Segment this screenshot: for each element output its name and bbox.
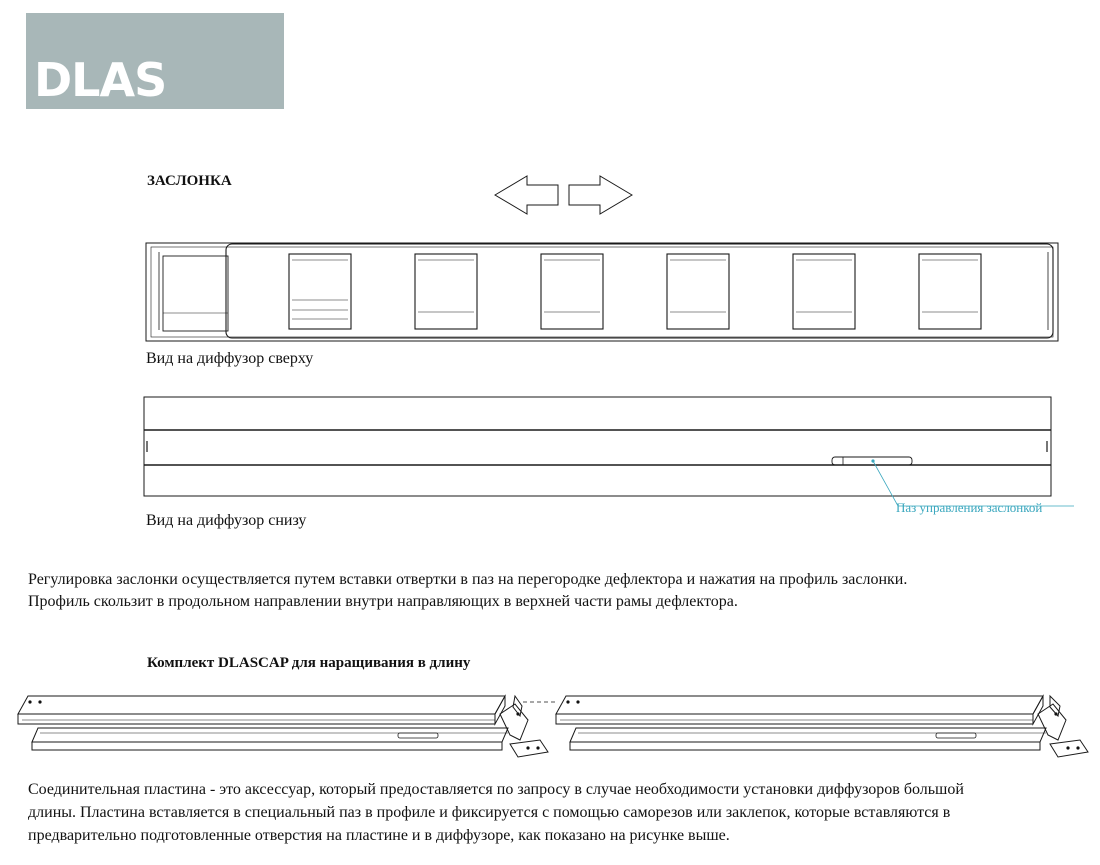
damper-window — [415, 254, 477, 329]
damper-section-title: ЗАСЛОНКА — [147, 173, 232, 189]
damper-window — [793, 254, 855, 329]
damper-control-slot-callout: Паз управления заслонкой — [896, 500, 1043, 515]
kit-section-title: Комплект DLASCAP для наращивания в длину — [147, 655, 471, 671]
damper-description-line: Регулировка заслонки осуществляется путем вставки отвертки в паз на перегородке дефлектора и нажатия на профиль заслонки. — [28, 571, 908, 588]
brand-logo-text: DLAS — [34, 53, 167, 107]
damper-description-line: Профиль скользит в продольном направлении внутри направляющих в верхней части рамы дефлектора. — [28, 593, 738, 610]
damper-window — [289, 254, 351, 329]
damper-window — [919, 254, 981, 329]
kit-description-line: Соединительная пластина - это аксессуар, который предоставляется по запросу в случае необходимости установки диффузоров большой — [28, 781, 964, 798]
diffuser-top-view — [146, 243, 1058, 341]
bottom-view-caption: Вид на диффузор снизу — [146, 512, 307, 529]
left-arrow-icon — [495, 176, 558, 214]
diffuser-bottom-view — [144, 397, 1074, 506]
top-view-caption: Вид на диффузор сверху — [146, 350, 314, 367]
profile-left — [18, 696, 548, 757]
profile-right — [556, 696, 1088, 757]
kit-description-line: предварительно подготовленные отверстия на пластине и в диффузоре, как показано на рисунке выше. — [28, 827, 730, 844]
kit-description-line: длины. Пластина вставляется в специальный паз в профиле и фиксируется с помощью саморезов или заклепок, которые вставляются в — [28, 804, 951, 821]
damper-window — [541, 254, 603, 329]
damper-window — [667, 254, 729, 329]
right-arrow-icon — [569, 176, 632, 214]
